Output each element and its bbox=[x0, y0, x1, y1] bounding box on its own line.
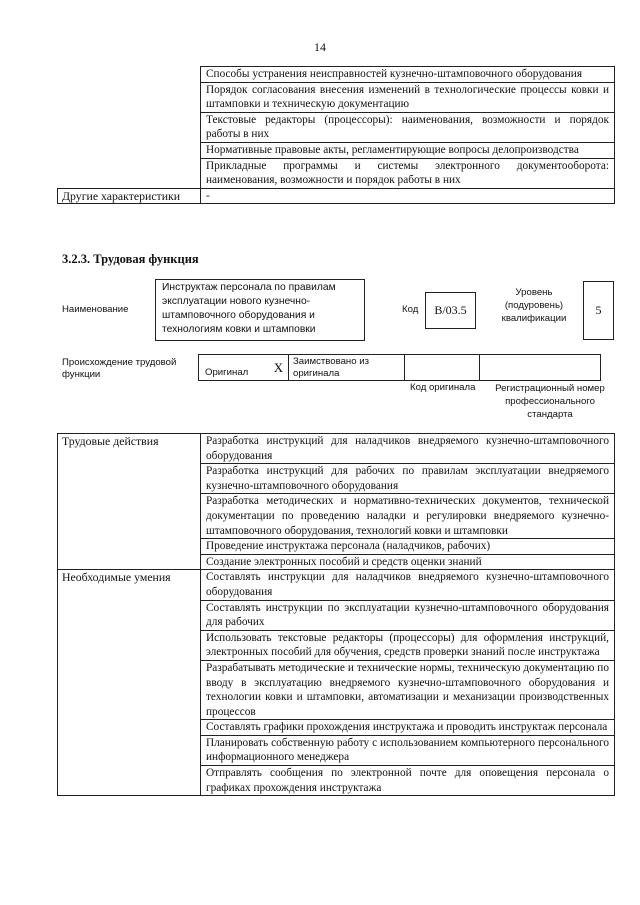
knowledge-table-continued bbox=[57, 66, 615, 204]
original-code-cell bbox=[405, 355, 480, 380]
labor-action-item: Проведение инструктажа персонала (наладчиков, рабочих) bbox=[201, 539, 615, 555]
skill-item: Составлять инструкции для наладчиков внедряемого кузнечно-штамповочного оборудования bbox=[201, 570, 615, 600]
level-value: 5 bbox=[595, 303, 602, 317]
function-name-box bbox=[155, 279, 365, 341]
original-code-caption: Код оригинала bbox=[410, 382, 476, 393]
required-skills-label: Необходимые умения bbox=[58, 570, 201, 796]
page-number: 14 bbox=[314, 40, 326, 54]
original-cell bbox=[199, 355, 269, 380]
code-label: Код bbox=[402, 304, 419, 315]
name-label: Наименование bbox=[62, 304, 129, 315]
knowledge-item: Порядок согласования внесения изменений в технологические процессы ковки и штамповки и техническую документацию bbox=[201, 82, 615, 112]
level-box bbox=[583, 281, 614, 340]
labor-action-item: Разработка методических и нормативно-технических документов, технической документации по проведению наладки и регулировки внедряемого кузнечно-штамповочного оборудования, технологий ковки и штамповки bbox=[201, 494, 615, 539]
skill-item: Использовать текстовые редакторы (процессоры) для оформления инструкций, электронных пособий для обучения, средств проверки знаний после инструктажа bbox=[201, 630, 615, 660]
skill-item: Планировать собственную работу с использованием компьютерного персонального информационного менеджера bbox=[201, 735, 615, 765]
knowledge-item: Прикладные программы и системы электронного документооборота: наименования, возможности и порядок работы в них bbox=[201, 158, 615, 188]
other-characteristics-value: - bbox=[201, 188, 615, 204]
skill-item: Разрабатывать методические и технические нормы, техническую документацию по вводу в эксплуатацию внедряемого кузнечно-штамповочного оборудования и технологии ковки и штамповки, автоматизации и механизации производственных процессов bbox=[201, 660, 615, 719]
skill-item: Отправлять сообщения по электронной почте для оповещения персонала о графиках прохождения инструктажа bbox=[201, 766, 615, 796]
labor-function-table bbox=[57, 433, 615, 796]
skill-item: Составлять инструкции по эксплуатации кузнечно-штамповочного оборудования для рабочих bbox=[201, 600, 615, 630]
knowledge-item: Нормативные правовые акты, регламентирующие вопросы делопроизводства bbox=[201, 142, 615, 158]
table-row bbox=[58, 67, 615, 83]
original-mark: X bbox=[269, 355, 289, 380]
table-row bbox=[58, 188, 615, 204]
knowledge-item: Текстовые редакторы (процессоры): наименования, возможности и порядок работы в них bbox=[201, 112, 615, 142]
reg-number-caption: Регистрационный номер профессионального стандарта bbox=[495, 383, 605, 420]
code-box bbox=[425, 292, 476, 329]
skill-item: Составлять графики прохождения инструктажа и проводить инструктаж персонала bbox=[201, 720, 615, 736]
table-row bbox=[58, 570, 615, 600]
code-value: В/03.5 bbox=[434, 303, 467, 317]
table-row bbox=[58, 434, 615, 464]
labor-action-item: Разработка инструкций для наладчиков внедряемого кузнечно-штамповочного оборудования bbox=[201, 434, 615, 464]
reg-number-cell bbox=[480, 355, 600, 380]
borrowed-label: Заимствовано из оригинала bbox=[289, 355, 405, 380]
section-title: 3.2.3. Трудовая функция bbox=[62, 252, 199, 266]
qualification-level-label: Уровень (подуровень) квалификации bbox=[501, 287, 567, 324]
knowledge-item: Способы устранения неисправностей кузнечно-штамповочного оборудования bbox=[201, 67, 615, 83]
empty-label-cell bbox=[58, 67, 201, 189]
labor-action-item: Разработка инструкций для рабочих по правилам эксплуатации внедряемого кузнечно-штамповочного оборудования bbox=[201, 464, 615, 494]
other-characteristics-label: Другие характеристики bbox=[58, 188, 201, 204]
function-name-value: Инструктаж персонала по правилам эксплуатации нового кузнечно-штамповочного оборудования и технологиям ковки и штамповки bbox=[162, 282, 336, 335]
labor-action-item: Создание электронных пособий и средств оценки знаний bbox=[201, 554, 615, 570]
origin-row bbox=[198, 354, 601, 381]
origin-label: Происхождение трудовой функции bbox=[62, 357, 177, 380]
original-label: Оригинал bbox=[205, 367, 249, 378]
labor-actions-label: Трудовые действия bbox=[58, 434, 201, 570]
